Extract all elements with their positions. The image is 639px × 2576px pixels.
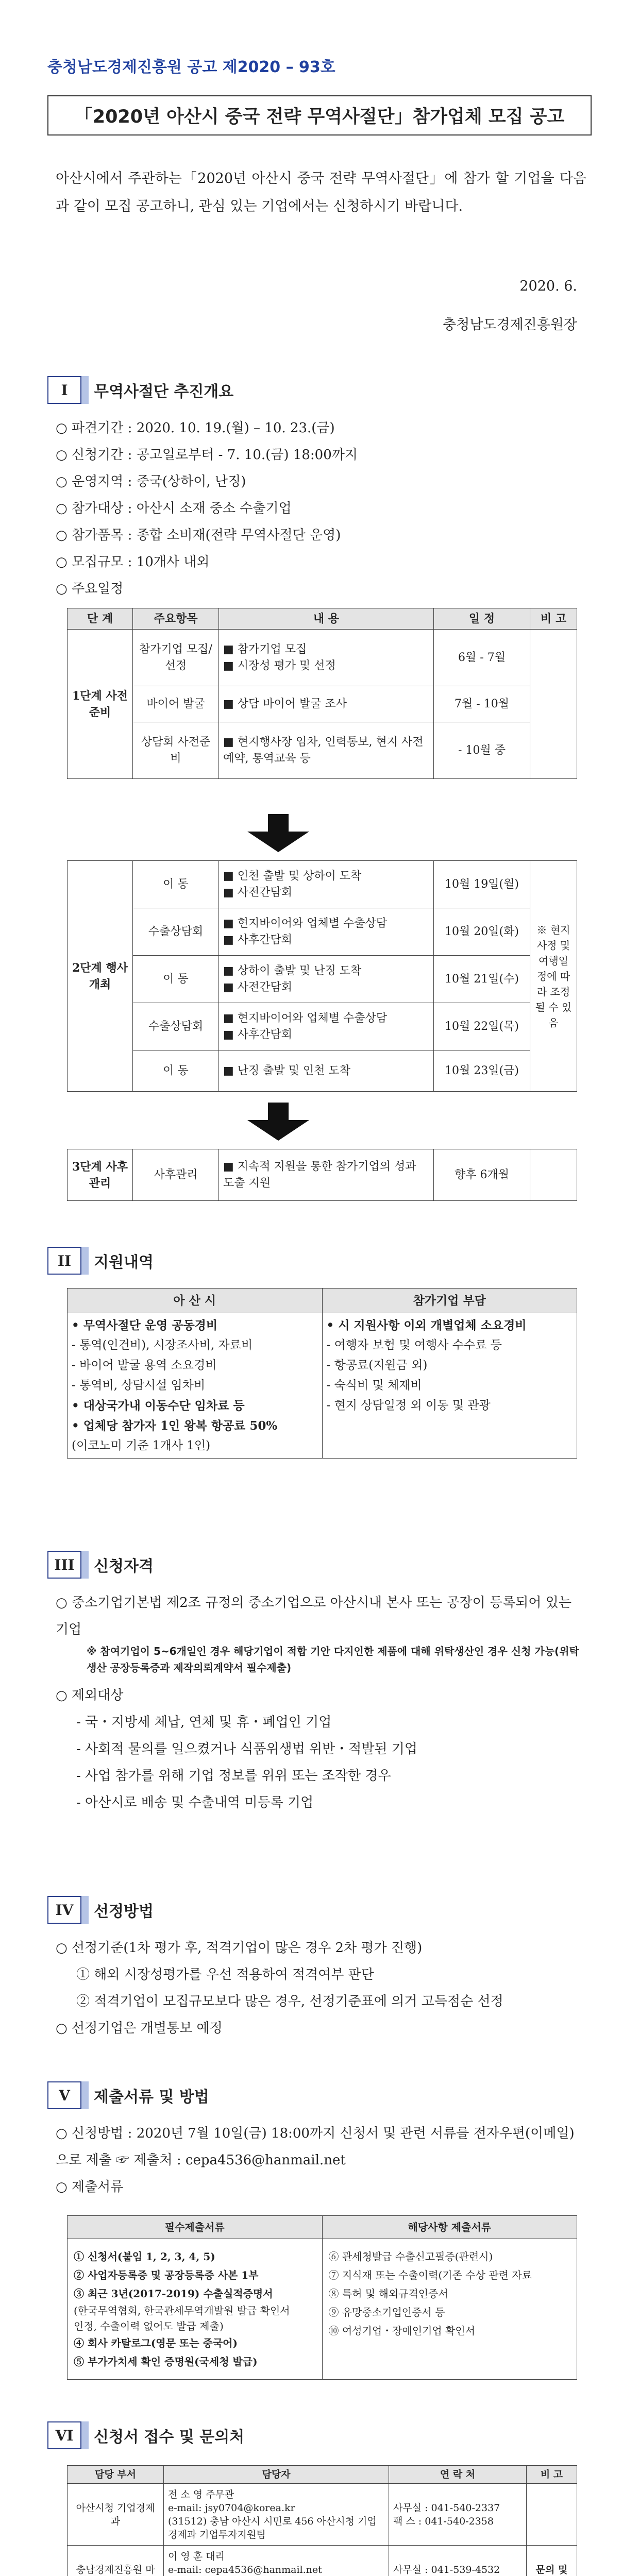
section-number: VI [47, 2421, 81, 2449]
section-title: 무역사절단 추진개요 [94, 383, 234, 401]
section-2-header [47, 1247, 154, 1275]
schedule-table-1 [67, 608, 577, 779]
support-city-cell [68, 1313, 323, 1459]
support-item: - 숙식비 및 체재비 [326, 1379, 422, 1392]
phone-cell: 사무실 : 041-540-2337 팩 스 : 041-540-2358 [389, 2484, 527, 2546]
col-header: 비 고 [530, 608, 577, 630]
date-cell: 10월 21일(수) [434, 956, 530, 1003]
qualification-text: ○ 중소기업기본법 제2조 규정의 중소기업으로 아산시내 본사 또는 공장이 등록되어 있는 기업 [56, 1595, 571, 1637]
section-accent [81, 2421, 89, 2449]
item-cell: 참가기업 모집/선정 [133, 630, 219, 686]
item-cell: 상담회 사전준비 [133, 722, 219, 779]
col-header: 담당 부서 [68, 2466, 164, 2484]
doc-item: ⑩ 여성기업・장애인기업 확인서 [328, 2325, 476, 2337]
section-1-header [47, 376, 233, 404]
support-item: (이코노미 기준 1개사 1인) [72, 1439, 211, 1452]
submission-method: ○ 신청방법 : 2020년 7월 10일(금) 18:00까지 신청서 및 관련 서류를 전자우편(이메일)으로 제출 ☞ 제출처 : cepa4536@hanmail.net [56, 2126, 575, 2168]
stage-cell: 2단계 행사개최 [68, 861, 133, 1092]
flow-arrow-icon [247, 832, 309, 852]
support-item: - 통역비, 상담시설 임차비 [72, 1379, 206, 1392]
schedule-table-2 [67, 860, 577, 1092]
phone-cell: 사무실 : 041-539-4532 [389, 2546, 527, 2576]
support-item: • 무역사절단 운영 공동경비 [72, 1318, 218, 1332]
selection-item: ① 해외 시장성평가를 우선 적용하여 적격여부 판단 [76, 1967, 374, 1982]
support-company-cell [322, 1313, 577, 1459]
organization: 충청남도경제진흥원장 [443, 317, 577, 333]
content-cell: ■ 지속적 지원을 통한 참가기업의 성과 도출 지원 [219, 1149, 434, 1201]
col-header: 참가기업 부담 [322, 1289, 577, 1313]
section-5-header [47, 2081, 209, 2109]
selection-item: ○ 선정기업은 개별통보 예정 [56, 2021, 223, 2036]
doc-item: (한국무역협회, 한국관세무역개발원 발급 확인서 [74, 2304, 290, 2317]
item-cell: 수출상담회 [133, 1003, 219, 1050]
section-number: I [47, 376, 81, 404]
contact-table [67, 2465, 577, 2576]
date-cell: 10월 22일(목) [434, 1003, 530, 1050]
col-header: 필수제출서류 [68, 2216, 323, 2239]
section-accent [81, 1247, 89, 1275]
remark-cell: ※ 현지사정 및 여행일정에 따라 조정될 수 있음 [530, 861, 577, 1092]
section-accent [81, 1551, 89, 1579]
date-cell: - 10월 중 [434, 722, 530, 779]
support-item: - 바이어 발굴 용역 소요경비 [72, 1359, 217, 1372]
person-cell: 전 소 영 주무관 e-mail: jsy0704@korea.kr (31512) 충남 아산시 시민로 456 아산시청 기업경제과 기업투자지원팀 [164, 2484, 389, 2546]
doc-item: ⑧ 특허 및 해외규격인증서 [328, 2287, 448, 2300]
section-title: 지원내역 [94, 1253, 154, 1272]
content-cell: ■ 현지행사장 임차, 인력통보, 현지 사전예약, 통역교육 등 [219, 722, 434, 779]
content-cell: ■ 인천 출발 및 상하이 도착 ■ 사전간담회 [219, 861, 434, 908]
exclusion-item: - 아산시로 배송 및 수출내역 미등록 기업 [76, 1795, 314, 1810]
exclusion-item: - 사업 참가를 위해 기업 정보를 위위 또는 조작한 경우 [76, 1768, 391, 1784]
support-item: - 항공료(지원금 외) [326, 1359, 428, 1372]
section-title: 제출서류 및 방법 [94, 2088, 209, 2106]
support-table [67, 1288, 577, 1459]
date-cell: 10월 19일(월) [434, 861, 530, 908]
support-item: - 통역(인건비), 시장조사비, 자료비 [72, 1338, 253, 1352]
doc-item: 인정, 수출이력 없어도 발급 제출) [74, 2320, 224, 2332]
content-cell: ■ 현지바이어와 업체별 수출상담 ■ 사후간담회 [219, 908, 434, 956]
doc-item: ⑨ 유망중소기업인증서 등 [328, 2306, 445, 2318]
remark-cell [530, 630, 577, 779]
note-cell: 문의 및 [527, 2546, 577, 2576]
optional-docs-cell [322, 2239, 577, 2380]
section-accent [81, 1896, 89, 1924]
submission-docs-title: ○ 제출서류 [56, 2179, 124, 2195]
dept-cell: 충남경제진흥원 마 [68, 2546, 164, 2576]
item-cell: 이 동 [133, 956, 219, 1003]
documents-table [67, 2215, 577, 2380]
doc-item: ⑤ 부가가치세 확인 증명원(국세청 발급) [74, 2355, 258, 2368]
section-3-header [47, 1551, 154, 1579]
dept-cell: 아산시청 기업경제과 [68, 2484, 164, 2546]
doc-item: ⑦ 지식재 또는 수출이력(기존 수상 관련 자료 [328, 2269, 532, 2281]
support-item: • 업체당 참가자 1인 왕복 항공료 50% [72, 1419, 278, 1433]
content-cell: ■ 참가기업 모집 ■ 시장성 평가 및 선정 [219, 630, 434, 686]
section-accent [81, 376, 89, 404]
person-cell: 이 영 훈 대리 e-mail: cepa4536@hanmail.net [164, 2546, 389, 2576]
flow-arrow-stem [268, 1103, 289, 1120]
overview-item: ○ 모집규모 : 10개사 내외 [56, 554, 210, 570]
section-title: 신청자격 [94, 1557, 154, 1575]
stage-cell: 3단계 사후관리 [68, 1149, 133, 1201]
exclusion-item: - 사회적 물의를 일으켰거나 식품위생법 위반・적발된 기업 [76, 1741, 418, 1757]
section-title: 선정방법 [94, 1903, 154, 1921]
support-item: - 여행자 보험 및 여행사 수수료 등 [326, 1338, 502, 1352]
section-accent [81, 2081, 89, 2109]
date-cell: 10월 23일(금) [434, 1050, 530, 1092]
date-cell: 향후 6개월 [434, 1149, 530, 1201]
section-number: IV [47, 1896, 81, 1924]
submission-block [56, 2120, 586, 2200]
item-cell: 이 동 [133, 1050, 219, 1092]
section-4-header [47, 1896, 154, 1924]
doc-item: ③ 최근 3년(2017-2019) 수출실적증명서 [74, 2287, 273, 2300]
notice-date: 2020. 6. [519, 278, 577, 294]
overview-item: ○ 신청기간 : 공고일로부터 - 7. 10.(금) 18:00까지 [56, 447, 358, 463]
content-cell: ■ 상하이 출발 및 난징 도착 ■ 사전간담회 [219, 956, 434, 1003]
item-cell: 이 동 [133, 861, 219, 908]
intro-text: 아산시에서 주관하는「2020년 아산시 중국 전략 무역사절단」에 참가 할 기업을 다음과 같이 모집 공고하니, 관심 있는 기업에서는 신청하시기 바랍니다. [56, 171, 586, 214]
selection-item: ② 적격기업이 모집규모보다 많은 경우, 선정기준표에 의거 고득점순 선정 [76, 1994, 503, 2009]
overview-item: ○ 참가대상 : 아산시 소재 중소 수출기업 [56, 501, 292, 516]
doc-number: 충청남도경제진흥원 공고 제2020 – 93호 [47, 58, 335, 76]
item-cell: 사후관리 [133, 1149, 219, 1201]
section-number: III [47, 1551, 81, 1579]
col-header: 아 산 시 [68, 1289, 323, 1313]
flow-arrow-icon [247, 1120, 309, 1141]
col-header: 내 용 [219, 608, 434, 630]
item-cell: 수출상담회 [133, 908, 219, 956]
stage-cell: 1단계 사전준비 [68, 630, 133, 779]
content-cell: ■ 현지바이어와 업체별 수출상담 ■ 사후간담회 [219, 1003, 434, 1050]
flow-arrow-stem [268, 814, 289, 832]
selection-block [56, 1935, 586, 2042]
col-header: 연 락 처 [389, 2466, 527, 2484]
qualification-block [56, 1589, 586, 1816]
selection-item: ○ 선정기준(1차 평가 후, 적격기업이 많은 경우 2차 평가 진행) [56, 1940, 423, 1956]
support-item: • 시 지원사항 이외 개별업체 소요경비 [326, 1318, 527, 1332]
doc-item: ④ 회사 카탈로그(영문 또는 중국어) [74, 2337, 238, 2349]
date-cell: 7월 - 10월 [434, 686, 530, 722]
exclusion-item: - 국・지방세 체납, 연체 및 휴・폐업인 기업 [76, 1715, 332, 1730]
content-cell: ■ 상담 바이어 발굴 조사 [219, 686, 434, 722]
overview-item: ○ 주요일정 [56, 581, 124, 597]
overview-list [56, 415, 586, 602]
section-title: 신청서 접수 및 문의처 [94, 2428, 245, 2446]
qualification-note: ※ 참여기업이 5~6개일인 경우 해당기업이 적합 기안 다지인한 제품에 대해 위탁생산인 경우 신청 가능(위탁생산 공장등록증과 제작의뢰계약서 필수제출) [87, 1645, 579, 1674]
page-title: 「2020년 아산시 중국 전략 무역사절단」참가업체 모집 공고 [47, 95, 592, 135]
overview-item: ○ 운영지역 : 중국(상하이, 난징) [56, 474, 246, 489]
doc-item: ② 사업자등록증 및 공장등록증 사본 1부 [74, 2269, 259, 2281]
remark-cell [530, 1149, 577, 1201]
col-header: 단 계 [68, 608, 133, 630]
date-cell: 6월 - 7월 [434, 630, 530, 686]
exclusion-title: ○ 제외대상 [56, 1688, 124, 1703]
col-header: 주요항목 [133, 608, 219, 630]
item-cell: 바이어 발굴 [133, 686, 219, 722]
note-cell [527, 2484, 577, 2546]
col-header: 담당자 [164, 2466, 389, 2484]
doc-item: ⑥ 관세청발급 수출신고필증(관련시) [328, 2250, 493, 2263]
col-header: 일 정 [434, 608, 530, 630]
schedule-table-3 [67, 1149, 577, 1201]
section-number: V [47, 2081, 81, 2109]
content-cell: ■ 난징 출발 및 인천 도착 [219, 1050, 434, 1092]
support-item: - 현지 상담일정 외 이동 및 관광 [326, 1399, 491, 1412]
col-header: 해당사항 제출서류 [322, 2216, 577, 2239]
support-item: • 대상국가내 이동수단 임차료 등 [72, 1399, 245, 1413]
section-number: II [47, 1247, 81, 1275]
col-header: 비 고 [527, 2466, 577, 2484]
required-docs-cell [68, 2239, 323, 2380]
date-cell: 10월 20일(화) [434, 908, 530, 956]
overview-item: ○ 참가품목 : 종합 소비재(전략 무역사절단 운영) [56, 528, 341, 543]
overview-item: ○ 파견기간 : 2020. 10. 19.(월) – 10. 23.(금) [56, 420, 335, 436]
doc-item: ① 신청서(붙임 1, 2, 3, 4, 5) [74, 2250, 215, 2263]
section-6-header [47, 2421, 244, 2449]
